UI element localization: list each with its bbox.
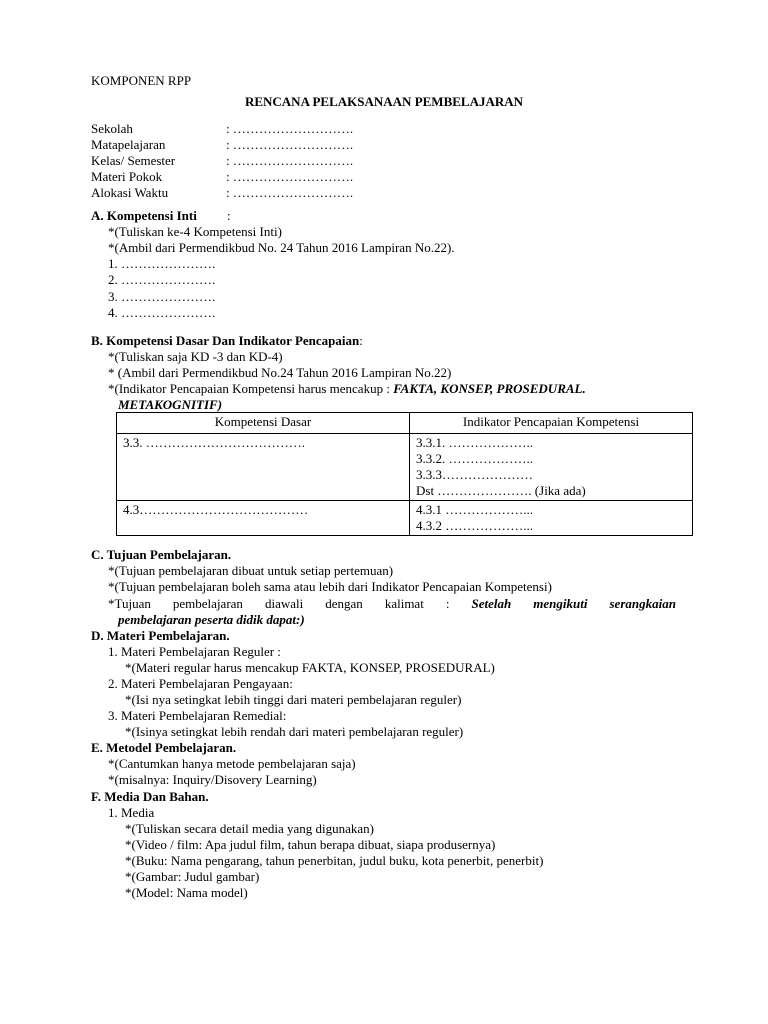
identity-value: : ………………………. [226, 121, 354, 136]
ipk-item: Dst …………………. (Jika ada) [416, 483, 586, 498]
section-b-note: *(Tuliskan saja KD -3 dan KD-4) [108, 349, 283, 364]
note-word: *Tujuan [108, 596, 151, 611]
table-cell-ipk [410, 501, 693, 536]
section-a-note: *(Tuliskan ke-4 Kompetensi Inti) [108, 224, 282, 239]
section-f-note: *(Video / film: Apa judul film, tahun berapa dibuat, siapa produsernya) [125, 837, 496, 852]
section-f-note: *(Gambar: Judul gambar) [125, 869, 260, 884]
kd-indicator-table [116, 412, 693, 536]
section-b-note-indikator [108, 381, 586, 397]
section-e-note: *(misalnya: Inquiry/Disovery Learning) [108, 772, 317, 787]
section-c-note-tujuan [108, 596, 676, 612]
section-a-item: 3. …………………. [108, 289, 216, 304]
section-f-note: *(Model: Nama model) [125, 885, 248, 900]
section-f-heading: F. Media Dan Bahan. [91, 789, 209, 804]
note-word: pembelajaran [172, 596, 243, 611]
table-header-row [117, 413, 693, 434]
note-emphasis-word: serangkaian [609, 596, 676, 611]
section-a-item: 2. …………………. [108, 272, 216, 287]
identity-value: : ………………………. [226, 137, 354, 152]
section-d-note: *(Isi nya setingkat lebih tinggi dari materi pembelajaran reguler) [125, 692, 462, 707]
note-word: diawali [264, 596, 304, 611]
section-c-note3-emphasis-line2: pembelajaran peserta didik dapat:) [118, 612, 305, 627]
identity-label: Kelas/ Semester [91, 153, 176, 168]
identity-value: : ………………………. [226, 169, 354, 184]
table-row [117, 434, 693, 501]
ipk-item: 4.3.1 ………………... [416, 502, 533, 517]
identity-label: Materi Pokok [91, 169, 163, 184]
section-b-heading: B. Kompetensi Dasar Dan Indikator Pencapaian [91, 333, 360, 348]
section-c-note: *(Tujuan pembelajaran boleh sama atau lebih dari Indikator Pencapaian Kompetensi) [108, 579, 552, 594]
section-a-item: 4. …………………. [108, 305, 216, 320]
note-word: kalimat [384, 596, 424, 611]
section-e-note: *(Cantumkan hanya metode pembelajaran saja) [108, 756, 356, 771]
table-cell-kd: 4.3………………………………… [117, 501, 410, 536]
section-b-heading-line [91, 333, 363, 349]
section-d-item: 2. Materi Pembelajaran Pengayaan: [108, 676, 293, 691]
identity-value: : ………………………. [226, 153, 354, 168]
table-cell-ipk [410, 434, 693, 501]
section-b-colon: : [359, 333, 363, 348]
section-f-note: *(Buku: Nama pengarang, tahun penerbitan, judul buku, kota penerbit, penerbit) [125, 853, 544, 868]
section-d-item: 3. Materi Pembelajaran Remedial: [108, 708, 287, 723]
section-f-note: *(Tuliskan secara detail media yang digunakan) [125, 821, 374, 836]
section-c-heading: C. Tujuan Pembelajaran. [91, 547, 232, 562]
section-b-note3-emphasis-line2: METAKOGNITIF) [118, 397, 223, 412]
table-header-kd: Kompetensi Dasar [117, 413, 410, 434]
section-d-item: 1. Materi Pembelajaran Reguler : [108, 644, 281, 659]
ipk-item: 4.3.2 ………………... [416, 518, 533, 533]
ipk-item: 3.3.2. ……………….. [416, 451, 533, 466]
section-a-heading: A. Kompetensi Inti [91, 208, 197, 223]
note-emphasis-word: Setelah [471, 596, 512, 611]
ipk-item: 3.3.1. ……………….. [416, 435, 533, 450]
ipk-item: 3.3.3………………… [416, 467, 533, 482]
section-c-note: *(Tujuan pembelajaran dibuat untuk setiap pertemuan) [108, 563, 394, 578]
section-a-note: *(Ambil dari Permendikbud No. 24 Tahun 2016 Lampiran No.22). [108, 240, 455, 255]
note-emphasis-word: mengikuti [533, 596, 588, 611]
section-f-item: 1. Media [108, 805, 155, 820]
table-header-ipk: Indikator Pencapaian Kompetensi [410, 413, 693, 434]
section-e-heading: E. Metodel Pembelajaran. [91, 740, 237, 755]
section-d-note: *(Isinya setingkat lebih rendah dari materi pembelajaran reguler) [125, 724, 464, 739]
identity-label: Alokasi Waktu [91, 185, 169, 200]
identity-label: Sekolah [91, 121, 133, 136]
section-d-heading: D. Materi Pembelajaran. [91, 628, 230, 643]
section-b-note: * (Ambil dari Permendikbud No.24 Tahun 2016 Lampiran No.22) [108, 365, 452, 380]
note-word: dengan [325, 596, 363, 611]
document-title: RENCANA PELAKSANAAN PEMBELAJARAN [244, 94, 524, 109]
section-a-item: 1. …………………. [108, 256, 216, 271]
identity-label: Matapelajaran [91, 137, 166, 152]
section-b-note3-emphasis: FAKTA, KONSEP, PROSEDURAL. [393, 381, 586, 396]
komponen-label: KOMPONEN RPP [91, 73, 192, 88]
table-row [117, 501, 693, 536]
section-d-note: *(Materi regular harus mencakup FAKTA, KONSEP, PROSEDURAL) [125, 660, 495, 675]
section-b-note3-prefix: *(Indikator Pencapaian Kompetensi harus mencakup : [108, 381, 390, 396]
section-a-colon: : [227, 208, 231, 223]
table-cell-kd: 3.3. ………………………………. [117, 434, 410, 501]
identity-value: : ………………………. [226, 185, 354, 200]
note-word: : [445, 596, 450, 611]
